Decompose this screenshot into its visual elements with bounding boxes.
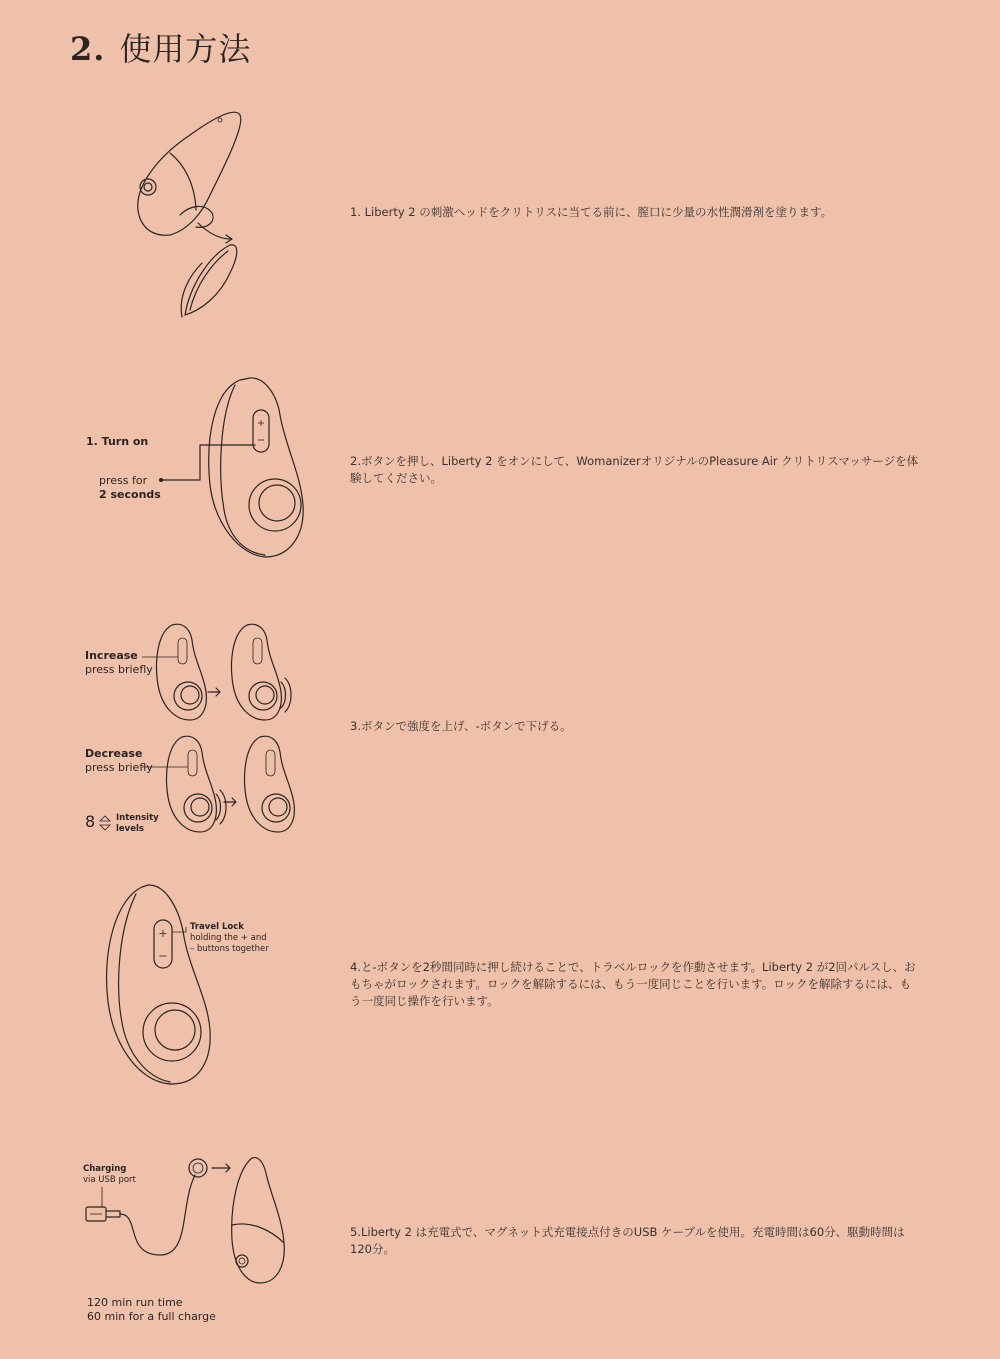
increase-label: Increase press briefly	[85, 649, 153, 676]
intensity-levels-count: 8	[85, 812, 96, 831]
press-for-label: press for 2 seconds	[99, 474, 161, 501]
decrease-label: Decrease press briefly	[85, 747, 153, 774]
travel-lock-illustration	[100, 882, 220, 1092]
charging-label: Charging via USB port	[83, 1164, 136, 1185]
turn-on-label: 1. Turn on	[86, 435, 149, 448]
step-4-text: 4.と-ボタンを2秒間同時に押し続けることで、トラベルロックを作動させます。Liberty 2 が2回パルスし、おもちゃがロックされます。ロックを解除するには、もう一度同じことを行います。ロックを解除するには、もう一度同じ操作を行います。	[350, 960, 916, 1008]
press-indicator-dot	[159, 478, 163, 482]
section-title: 使用方法	[119, 30, 252, 68]
step-3-text: 3.ボタンで強度を上げ、-ボタンで下げる。	[350, 719, 572, 733]
up-down-arrows-icon	[99, 813, 111, 833]
intensity-levels-label: Intensity levels	[116, 813, 159, 834]
page-title	[70, 24, 251, 70]
device-turn-on-illustration	[195, 375, 315, 565]
device-lubricant-illustration	[130, 105, 260, 325]
step-2-text: 2.ボタンを押し、Liberty 2 をオンにして、WomanizerオリジナルのPleasure Air クリトリスマッサージを体験してください。	[350, 454, 919, 485]
step-1-text: 1. Liberty 2 の刺激ヘッドをクリトリスに当てる前に、膣口に少量の水性潤滑剤を塗ります。	[350, 205, 833, 219]
travel-lock-label: Travel Lock holding the + and – buttons together	[190, 922, 269, 954]
step-5-text: 5.Liberty 2 は充電式で、マグネット式充電接点付きのUSB ケーブルを使用。充電時間は60分、駆動時間は120分。	[350, 1225, 905, 1256]
intensity-illustration	[150, 620, 300, 840]
section-number: 2.	[70, 30, 106, 68]
run-time-label: 120 min run time 60 min for a full charge	[87, 1296, 216, 1323]
